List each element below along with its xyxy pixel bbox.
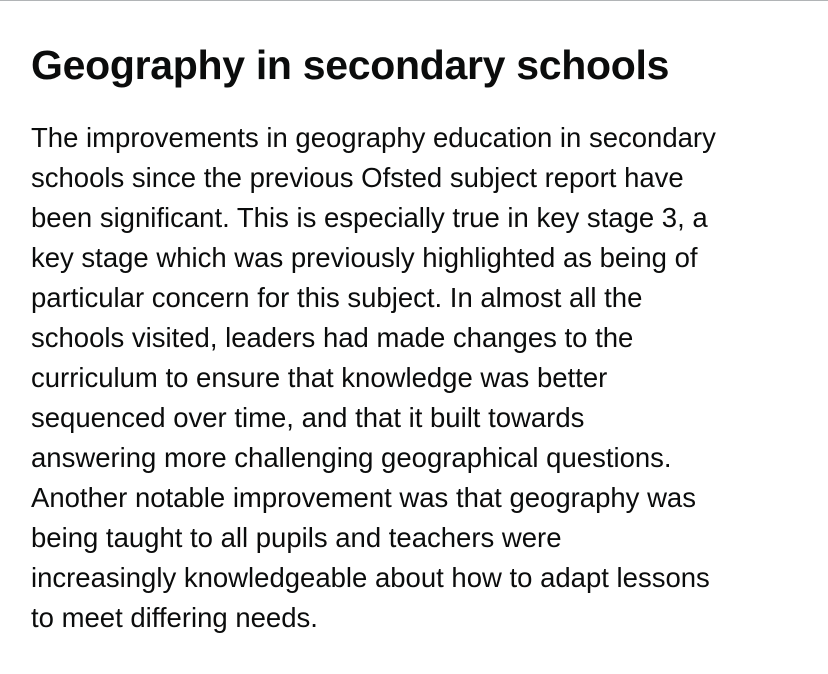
section-heading: Geography in secondary schools xyxy=(31,42,670,88)
paragraph-line: been significant. This is especially true in key stage 3, a xyxy=(31,202,708,233)
section-paragraph xyxy=(31,118,811,638)
paragraph-line: sequenced over time, and that it built towards xyxy=(31,402,585,433)
paragraph-line: curriculum to ensure that knowledge was better xyxy=(31,362,608,393)
paragraph-line: The improvements in geography education in secondary xyxy=(31,122,716,153)
paragraph-line: increasingly knowledgeable about how to adapt lessons xyxy=(31,562,710,593)
paragraph-line: being taught to all pupils and teachers were xyxy=(31,522,562,553)
paragraph-line: schools visited, leaders had made changes to the xyxy=(31,322,634,353)
paragraph-line: key stage which was previously highlighted as being of xyxy=(31,242,698,273)
paragraph-line: schools since the previous Ofsted subject report have xyxy=(31,162,684,193)
paragraph-line: to meet differing needs. xyxy=(31,602,318,633)
article-section xyxy=(31,39,811,638)
paragraph-line: Another notable improvement was that geography was xyxy=(31,482,696,513)
paragraph-line: answering more challenging geographical questions. xyxy=(31,442,672,473)
paragraph-line: particular concern for this subject. In almost all the xyxy=(31,282,643,313)
